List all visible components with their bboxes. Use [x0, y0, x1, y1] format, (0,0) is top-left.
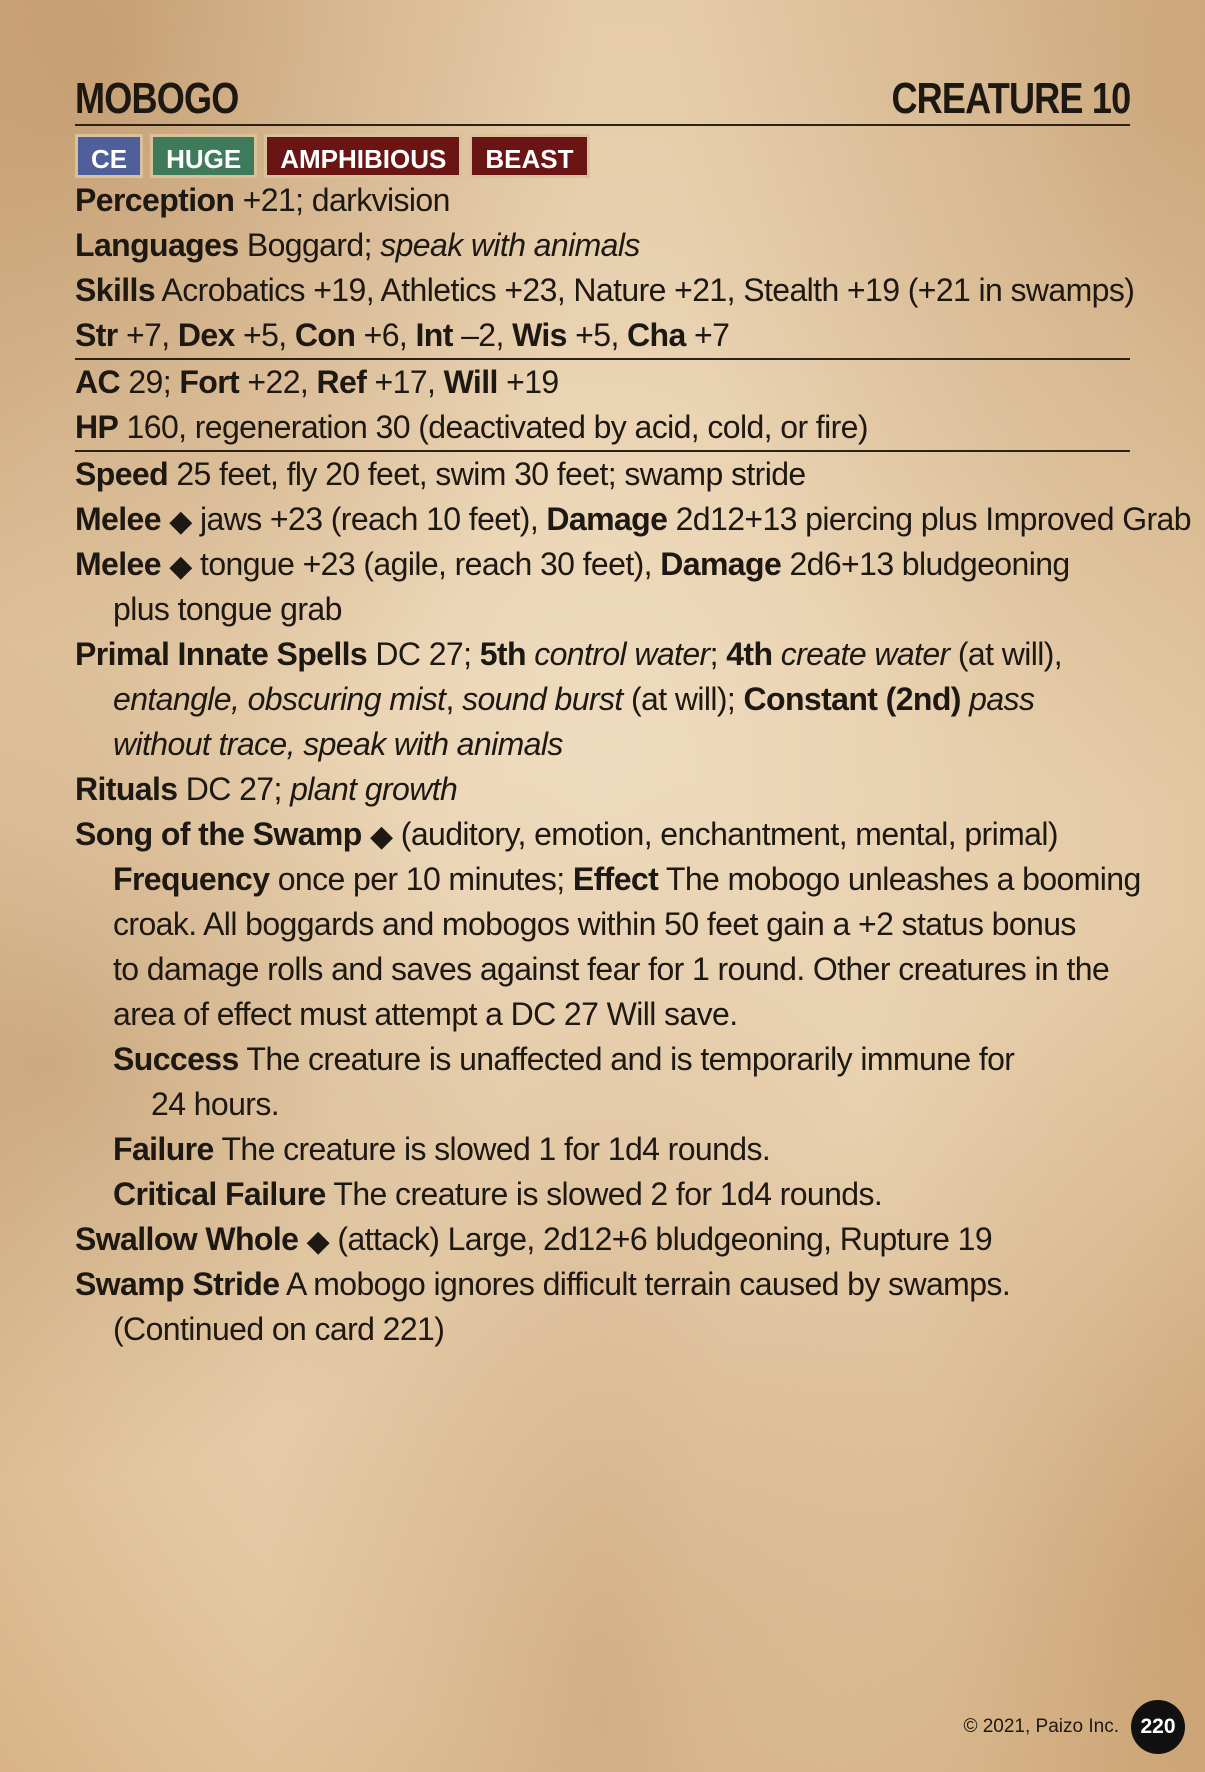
ac-value: 29;	[120, 364, 180, 400]
at-will-spells: entangle, obscuring mist	[113, 681, 446, 717]
stat-block	[75, 70, 1191, 1352]
rank-4-spell: create water	[780, 636, 950, 672]
con-value: +6,	[355, 317, 416, 353]
single-action-icon: ◆	[169, 550, 192, 584]
hp-line	[75, 405, 1130, 452]
failure-text: The creature is slowed 1 for 1d4 rounds.	[213, 1131, 771, 1167]
perception-line	[75, 178, 1130, 223]
trait-list	[75, 134, 1130, 178]
tongue-continued: plus tongue grab	[113, 591, 342, 627]
song-frequency-line	[75, 857, 1141, 902]
rank-4-label: 4th	[726, 636, 773, 672]
footer	[963, 1700, 1185, 1754]
stat-lines	[75, 178, 1191, 1352]
single-action-icon: ◆	[370, 820, 393, 854]
creature-name: MOBOGO	[75, 74, 239, 123]
swallow-whole-label: Swallow Whole	[75, 1221, 299, 1257]
ref-label: Ref	[316, 364, 367, 400]
innate-spells-line-3	[75, 722, 1130, 767]
swamp-stride-line	[75, 1262, 1130, 1307]
copyright: © 2021, Paizo Inc.	[963, 1716, 1119, 1737]
innate-spells-line	[75, 632, 1130, 677]
ability-scores-line	[75, 313, 1130, 360]
innate-spells-line-2	[75, 677, 1130, 722]
fort-label: Fort	[179, 364, 240, 400]
melee-label: Melee	[75, 546, 161, 582]
success-label: Success	[113, 1041, 239, 1077]
damage-label: Damage	[660, 546, 782, 582]
tongue-damage: 2d6+13 bludgeoning	[781, 546, 1070, 582]
speed-line	[75, 452, 1130, 497]
song-line	[75, 812, 1130, 857]
success-line-2: 24 hours.	[151, 1086, 280, 1122]
innate-spells-dc: DC 27;	[367, 636, 480, 672]
languages-value: Boggard;	[238, 227, 381, 263]
ritual-spell: plant growth	[290, 771, 458, 807]
rituals-dc: DC 27;	[177, 771, 291, 807]
frequency-label: Frequency	[113, 861, 270, 897]
effect-line-4: area of effect must attempt a DC 27 Will save.	[113, 996, 738, 1032]
critical-failure-text: The creature is slowed 2 for 1d4 rounds.	[325, 1176, 883, 1212]
hp-label: HP	[75, 409, 119, 445]
speed-value: 25 feet, fly 20 feet, swim 30 feet; swamp stride	[168, 456, 806, 492]
single-action-icon: ◆	[169, 505, 192, 539]
critical-failure-line	[75, 1172, 1130, 1217]
at-will-note: (at will);	[622, 681, 744, 717]
cha-value: +7	[685, 317, 730, 353]
rank-5-spell: control water	[534, 636, 710, 672]
languages-spell: speak with animals	[380, 227, 640, 263]
wis-label: Wis	[512, 317, 567, 353]
jaws-damage: 2d12+13 piercing plus Improved Grab	[667, 501, 1191, 537]
title-row	[75, 70, 1130, 126]
trait-beast: BEAST	[469, 134, 589, 178]
defenses-line	[75, 360, 1130, 405]
will-value: +19	[497, 364, 559, 400]
languages-line	[75, 223, 1130, 268]
constant-label: Constant (2nd)	[743, 681, 961, 717]
str-value: +7,	[117, 317, 178, 353]
ref-value: +17,	[366, 364, 444, 400]
perception-value: +21; darkvision	[234, 182, 450, 218]
failure-label: Failure	[113, 1131, 214, 1167]
spell-separator: ;	[709, 636, 727, 672]
rituals-label: Rituals	[75, 771, 178, 807]
dex-label: Dex	[177, 317, 235, 353]
melee-label: Melee	[75, 501, 161, 537]
effect-label: Effect	[572, 861, 659, 897]
sound-burst-spell: sound burst	[462, 681, 623, 717]
effect-line-3: to damage rolls and saves against fear for 1 round. Other creatures in the	[113, 951, 1110, 987]
trait-alignment: CE	[75, 134, 143, 178]
melee-tongue-line	[75, 542, 1130, 587]
hp-value: 160, regeneration 30 (deactivated by acid, cold, or fire)	[118, 409, 868, 445]
ac-label: AC	[75, 364, 121, 400]
failure-line	[75, 1127, 1130, 1172]
perception-label: Perception	[75, 182, 235, 218]
song-traits: (auditory, emotion, enchantment, mental, primal)	[392, 816, 1058, 852]
skills-value: Acrobatics +19, Athletics +23, Nature +21, Stealth +19 (+21 in swamps)	[155, 272, 1135, 308]
swallow-whole-line	[75, 1217, 1130, 1262]
skills-label: Skills	[75, 272, 156, 308]
trait-size: HUGE	[150, 134, 257, 178]
cha-label: Cha	[627, 317, 686, 353]
frequency-value: once per 10 minutes;	[269, 861, 573, 897]
swamp-stride-text: A mobogo ignores difficult terrain caused by swamps.	[279, 1266, 1011, 1302]
speed-label: Speed	[75, 456, 169, 492]
effect-line-2: croak. All boggards and mobogos within 50 feet gain a +2 status bonus	[113, 906, 1076, 942]
trait-amphibious: AMPHIBIOUS	[264, 134, 462, 178]
melee-jaws-line	[75, 497, 1191, 542]
song-label: Song of the Swamp	[75, 816, 362, 852]
innate-spells-label: Primal Innate Spells	[75, 636, 368, 672]
continued-note: (Continued on card 221)	[113, 1311, 445, 1347]
page-number: 220	[1131, 1700, 1185, 1754]
languages-label: Languages	[75, 227, 239, 263]
fort-value: +22,	[239, 364, 317, 400]
int-value: –2,	[452, 317, 513, 353]
spell-comma: ,	[445, 681, 463, 717]
success-text: The creature is unaffected and is temporarily immune for	[238, 1041, 1015, 1077]
jaws-attack: jaws +23 (reach 10 feet),	[191, 501, 547, 537]
rank-5-label: 5th	[479, 636, 526, 672]
tongue-attack: tongue +23 (agile, reach 30 feet),	[191, 546, 661, 582]
single-action-icon: ◆	[306, 1225, 330, 1259]
success-line	[75, 1037, 1130, 1082]
swamp-stride-label: Swamp Stride	[75, 1266, 280, 1302]
wis-value: +5,	[566, 317, 628, 353]
creature-level: CREATURE 10	[891, 74, 1130, 123]
str-label: Str	[75, 317, 118, 353]
skills-line	[75, 268, 1135, 313]
pass-spell: pass	[960, 681, 1035, 717]
int-label: Int	[415, 317, 453, 353]
swallow-whole-text: (attack) Large, 2d12+6 bludgeoning, Rupture 19	[329, 1221, 993, 1257]
con-label: Con	[294, 317, 356, 353]
constant-spells: without trace, speak with animals	[113, 726, 563, 762]
dex-value: +5,	[234, 317, 295, 353]
will-label: Will	[443, 364, 498, 400]
damage-label: Damage	[546, 501, 668, 537]
at-will-note: (at will),	[949, 636, 1063, 672]
effect-text: The mobogo unleashes a booming	[658, 861, 1141, 897]
critical-failure-label: Critical Failure	[113, 1176, 326, 1212]
rituals-line	[75, 767, 1130, 812]
